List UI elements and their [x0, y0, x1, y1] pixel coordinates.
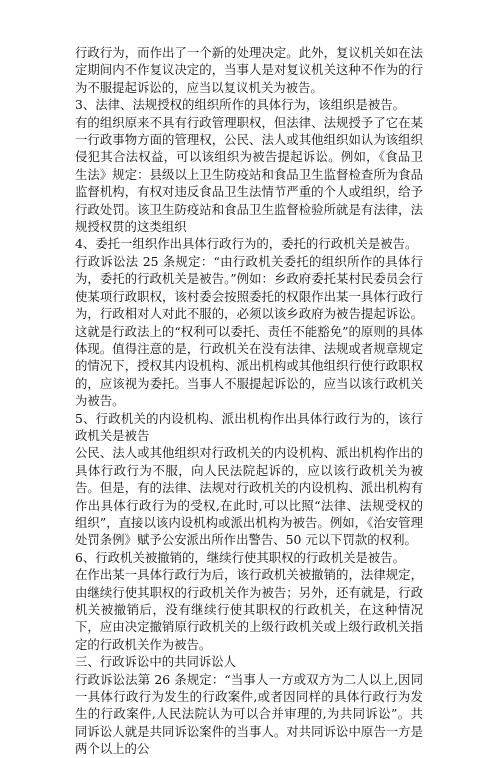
body-paragraph: 行政诉讼法 25 条规定：“由行政机关委托的组织所作的具体行为，委托的行政机关是被告。”例如：乡政府委托某村民委员会行使某项行政职权，该村委会按照委托的权限作出某一具体行政行为，行政相对人对此不服的，必须以该乡政府为被告提起诉讼。这就是行政法上的“权利可以委托、责任不能豁免”的原则的具体体现。值得注意的是，行政机关在没有法律、法规或者规章规定的情况下，授权其内设机构、派出机构或其他组织行使行政职权的，应该视为委托。当事人不服提起诉讼的，应当以该行政机关为被告。: [75, 253, 423, 409]
body-paragraph: 行政行为，而作出了一个新的处理决定。此外，复议机关如在法定期间内不作复议决定的，当事人是对复议机关这种不作为的行为不服提起诉讼的，应当以复议机关为被告。: [75, 45, 423, 95]
section-heading: 6、行政机关被撤销的，继续行使其职权的行政机关是被告。: [75, 549, 406, 565]
section-heading: 3、法律、法规授权的组织所作的具体行为，该组织是被告。: [75, 97, 406, 113]
section-heading: 4、委托一组织作出具体行政行为的，委托的行政机关是被告。: [75, 236, 418, 252]
body-paragraph: 有的组织原来不具有行政管理职权，但法律、法规授予了它在某一行政事物方面的管理权，公民、法人或其他组织如认为该组织侵犯其合法权益，可以该组织为被告提起诉讼。例如，《食品卫生法》规定：县级以上卫生防疫站和食品卫生监督检查所为食品监督机构，有权对违反食品卫生法情节严重的个人或组织，给予行政处罚。该卫生防疫站和食品卫生监督检验所就是有法律，法规授权贯的这类组织: [75, 114, 423, 235]
chapter-heading: 三、行政诉讼中的共同诉讼人: [75, 654, 237, 670]
body-paragraph: 行政诉讼法第 26 条规定：“当事人一方或双方为二人以上,因同一具体行政行为发生的行政案件,或者因同样的具体行政行为发生的行政案件,人民法院认为可以合并审理的,为共同诉讼”。共同诉讼人就是共同诉讼案件的当事人。对共同诉讼中原告一方是两个以上的公: [75, 671, 423, 757]
document-page: [75, 44, 423, 758]
section-heading: 5、行政机关的内设机构、派出机构作出具体行政行为的，该行政机关是被告: [75, 410, 423, 443]
body-paragraph: 在作出某一具体行政行为后，该行政机关被撤销的，法律规定，由继续行使其职权的行政机关作为被告；另外，还有就是，行政机关被撤销后，没有继续行使其职权的行政机关，在这种情况下，应由决定撤销原行政机关的上级行政机关或上级行政机关指定的行政机关作为被告。: [75, 567, 423, 652]
body-paragraph: 公民、法人或其他组织对行政机关的内设机构、派出机构作出的具体行政行为不服，向人民法院起诉的，应以该行政机关为被告。但是，有的法律、法规对行政机关的内设机构、派出机构有作出具体行政行为的受权,在此时,可以比照“法律、法规受权的组织”，直接以该内设机构或派出机构为被告。例如，《治安管理处罚条例》赋予公安派出所作出警告、50 元以下罚款的权利。: [75, 445, 423, 548]
